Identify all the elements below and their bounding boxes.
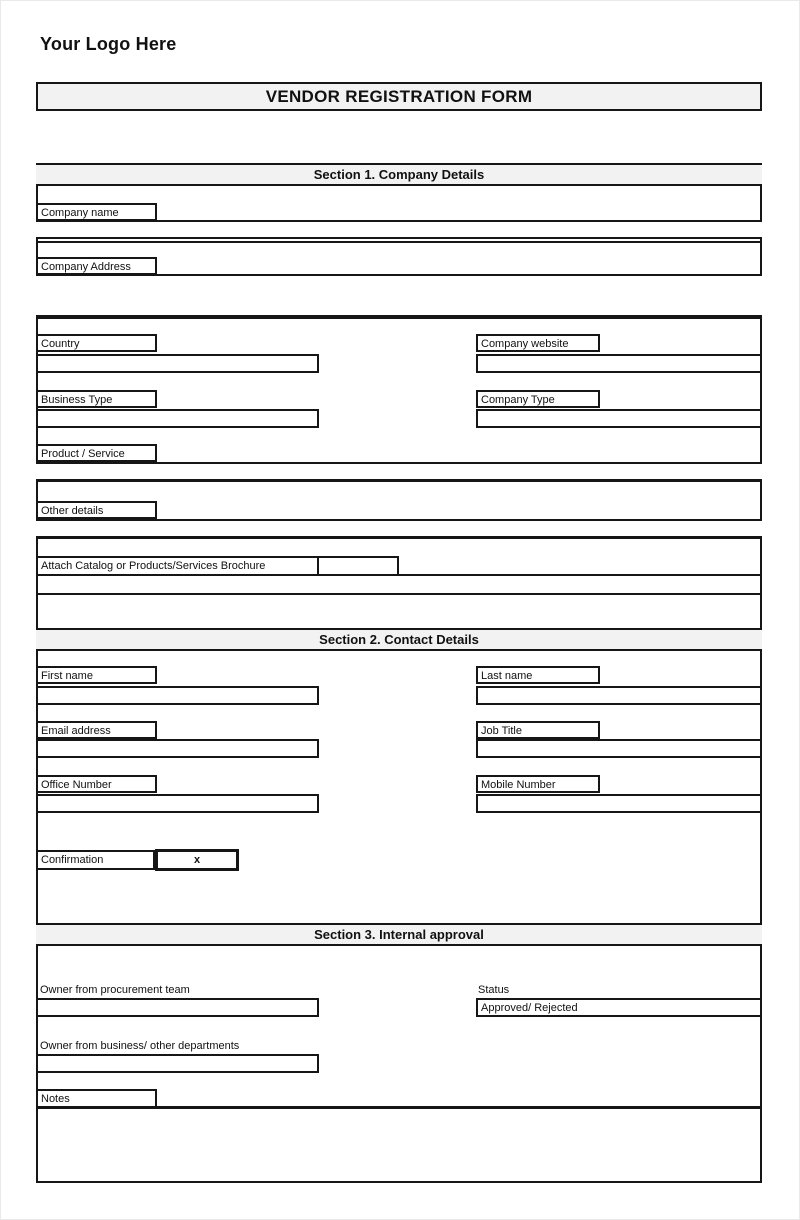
section1-header: Section 1. Company Details [36,163,762,186]
section2-header: Section 2. Contact Details [36,628,762,651]
last-name-label: Last name [476,666,600,684]
last-name-input[interactable] [476,686,762,705]
product-service-input[interactable] [36,462,762,482]
company-address-label: Company Address [36,257,157,275]
email-address-label: Email address [36,721,157,739]
business-type-label: Business Type [36,390,157,408]
company-name-label: Company name [36,203,157,221]
other-details-input[interactable] [36,519,762,539]
owner-business-input[interactable] [36,1054,319,1073]
row-divider [36,241,762,243]
status-value-cell[interactable]: Approved/ Rejected [476,998,762,1017]
row-divider [36,574,762,576]
email-address-input[interactable] [36,739,319,758]
country-label: Country [36,334,157,352]
owner-procurement-label: Owner from procurement team [40,984,190,996]
mobile-number-input[interactable] [476,794,762,813]
section3-header: Section 3. Internal approval [36,923,762,946]
notes-area[interactable] [36,1109,762,1181]
vendor-registration-form [36,163,762,1183]
first-name-label: First name [36,666,157,684]
company-website-label: Company website [476,334,600,352]
attach-catalog-label: Attach Catalog or Products/Services Brochure [36,556,319,576]
first-name-input[interactable] [36,686,319,705]
owner-procurement-input[interactable] [36,998,319,1017]
product-service-label: Product / Service [36,444,157,462]
country-input[interactable] [36,354,319,373]
office-number-input[interactable] [36,794,319,813]
form-title: VENDOR REGISTRATION FORM [36,82,762,111]
business-type-input[interactable] [36,409,319,428]
logo-placeholder-text: Your Logo Here [40,34,177,54]
owner-business-label: Owner from business/ other departments [40,1040,240,1052]
company-address-input[interactable] [36,274,762,319]
status-label: Status [478,984,510,996]
office-number-label: Office Number [36,775,157,793]
confirmation-label: Confirmation [36,850,155,870]
row-divider [36,593,762,595]
company-type-input[interactable] [476,409,762,428]
job-title-input[interactable] [476,739,762,758]
company-type-label: Company Type [476,390,600,408]
company-name-input[interactable] [36,220,762,239]
confirmation-checkbox[interactable]: x [155,849,239,871]
attach-catalog-box[interactable] [317,556,399,576]
company-website-input[interactable] [476,354,762,373]
mobile-number-label: Mobile Number [476,775,600,793]
notes-label: Notes [36,1089,157,1108]
job-title-label: Job Title [476,721,600,739]
other-details-label: Other details [36,501,157,519]
